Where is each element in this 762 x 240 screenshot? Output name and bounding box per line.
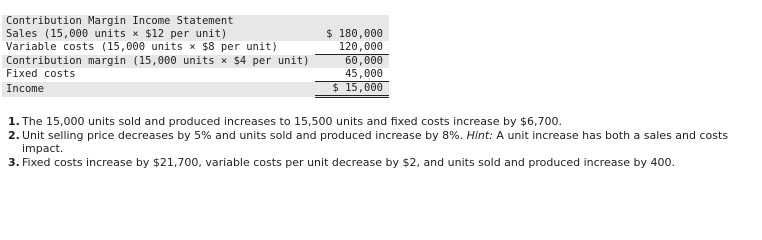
hint-text: A unit increase has both a sales and costs impact. (22, 129, 729, 155)
row-amount: $ 15,000 (315, 82, 389, 97)
requirement-number: 1. (8, 115, 20, 128)
requirement-number: 3. (8, 156, 20, 169)
requirement-text: The 15,000 units sold and produced increases to 15,500 units and fixed costs increase by $6,700. (22, 115, 562, 128)
row-label: Variable costs (15,000 units × $8 per unit) (6, 41, 278, 54)
requirements-list (8, 115, 756, 170)
row-label: Contribution margin (15,000 units × $4 per unit) (2, 55, 315, 69)
requirement-3 (8, 156, 756, 169)
statement-row-fixed-costs (2, 68, 389, 82)
requirement-number: 2. (8, 129, 20, 142)
statement-row-sales (2, 28, 389, 41)
income-statement-table (2, 15, 389, 98)
row-amount: 45,000 (315, 68, 389, 82)
row-label: Sales (15,000 units × $12 per unit) (2, 28, 315, 41)
row-label: Fixed costs (6, 68, 76, 81)
requirement-2 (8, 129, 756, 155)
statement-header-amount (315, 15, 389, 28)
requirement-1 (8, 115, 756, 128)
row-amount: 60,000 (315, 55, 389, 69)
statement-row-income (2, 82, 389, 97)
row-label: Income (2, 82, 315, 97)
statement-row-contribution-margin (2, 55, 389, 69)
row-amount: 120,000 (315, 41, 389, 55)
hint-label: Hint: (466, 129, 493, 142)
statement-header-row (2, 15, 389, 28)
requirement-text: Unit selling price decreases by 5% and units sold and produced increase by 8%. (22, 129, 464, 142)
row-amount: $ 180,000 (315, 28, 389, 41)
requirement-text: Fixed costs increase by $21,700, variable costs per unit decrease by $2, and units sold and produced increase by 400. (22, 156, 675, 169)
statement-title: Contribution Margin Income Statement (2, 15, 315, 28)
statement-row-variable-costs (2, 41, 389, 55)
